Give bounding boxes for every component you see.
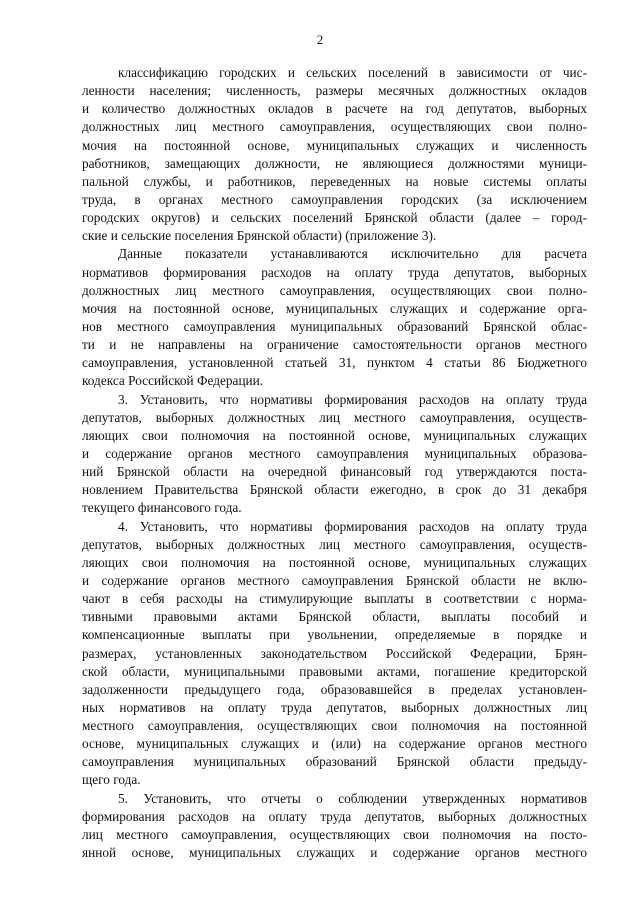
text-line: компенсационные выплаты при увольнении, определяемые в порядке и: [82, 627, 587, 643]
text-line: текущего финансового года.: [82, 500, 242, 516]
page-number: 2: [316, 32, 324, 47]
text-line: классификацию городских и сельских поселений в зависимости от чис-: [118, 65, 587, 80]
text-line: задолженности предыдущего года, образовавшейся в пределах установлен-: [82, 681, 587, 697]
text-line: ляющих свои полномочия на постоянной основе, муниципальных служащих: [82, 427, 587, 443]
text-line: формирования расходов на оплату труда депутатов, выборных должностных: [82, 808, 587, 824]
text-line: ных нормативов на оплату труда депутатов, выборных должностных лиц: [82, 699, 587, 715]
text-line: Данные показатели устанавливаются исключительно для расчета: [118, 246, 587, 262]
text-line: мочия на постоянной основе, муниципальных служащих и содержание орга-: [82, 300, 587, 316]
text-line: нов местного самоуправления муниципальных образований Брянской облас-: [82, 318, 587, 334]
text-line: работников, замещающих должности, не являющиеся должностями муници-: [82, 155, 587, 171]
text-line: тивными правовыми актами Брянской области, выплаты пособий и: [82, 609, 587, 625]
text-line: ляющих свои полномочия на постоянной основе, муниципальных служащих: [82, 554, 587, 570]
text-line: кодекса Российской Федерации.: [82, 373, 264, 389]
text-line: депутатов, выборных должностных лиц местного самоуправления, осуществ-: [82, 536, 587, 552]
text-line: и содержание органов местного самоуправления Брянской области не вклю-: [82, 572, 587, 588]
text-line: ти и не направлены на ограничение самостоятельности органов местного: [82, 337, 587, 353]
text-line: 4. Установить, что нормативы формирования расходов на оплату труда: [118, 518, 587, 534]
text-line: нормативов формирования расходов на оплату труда депутатов, выборных: [82, 264, 587, 280]
text-line: городских округов) и сельских поселений Брянской области (далее – город-: [82, 210, 587, 226]
text-line: пальной службы, и работников, переведенных на новые системы оплаты: [82, 173, 587, 189]
text-line: ний Брянской области на очередной финансовый год утверждаются поста-: [82, 464, 587, 480]
text-line: депутатов, выборных должностных лиц местного самоуправления, осуществ-: [82, 409, 587, 425]
text-line: самоуправления муниципальных образований Брянской области предыду-: [82, 754, 587, 770]
text-line: ские и сельские поселения Брянской области) (приложение 3).: [82, 228, 437, 244]
text-line: должностных лиц местного самоуправления, осуществляющих свои полно-: [82, 119, 587, 135]
text-line: янной основе, муниципальных служащих и содержание органов местного: [82, 845, 587, 861]
text-line: ской области, муниципальными правовыми актами, погашение кредиторской: [82, 663, 587, 679]
text-line: должностных лиц местного самоуправления, осуществляющих свои полно-: [82, 282, 587, 298]
text-line: 5. Установить, что отчеты о соблюдении утвержденных нормативов: [118, 790, 587, 806]
text-line: труда, в органах местного самоуправления городских (за исключением: [82, 191, 587, 207]
document-body: [82, 64, 587, 862]
text-line: самоуправления, установленной статьей 31, пунктом 4 статьи 86 Бюджетного: [82, 355, 587, 371]
text-line: и содержание органов местного самоуправления муниципальных образова-: [82, 445, 587, 461]
text-line: основе, муниципальных служащих и (или) на содержание органов местного: [82, 736, 587, 752]
text-line: лиц местного самоуправления, осуществляющих свои полномочия на посто-: [82, 826, 587, 842]
text-line: размерах, установленных законодательством Российской Федерации, Брян-: [82, 645, 587, 661]
text-line: местного самоуправления, осуществляющих свои полномочия на постоянной: [82, 718, 587, 734]
text-line: ленности населения; численность, размеры месячных должностных окладов: [82, 83, 587, 99]
text-line: 3. Установить, что нормативы формирования расходов на оплату труда: [118, 391, 587, 407]
text-line: щего года.: [82, 772, 141, 788]
text-line: и количество должностных окладов в расчете на год депутатов, выборных: [82, 101, 587, 117]
text-line: новлением Правительства Брянской области ежегодно, в срок до 31 декабря: [82, 482, 587, 498]
text-line: мочия на постоянной основе, муниципальных служащих и численность: [82, 137, 587, 153]
text-line: чают в себя расходы на стимулирующие выплаты в соответствии с норма-: [82, 591, 587, 607]
